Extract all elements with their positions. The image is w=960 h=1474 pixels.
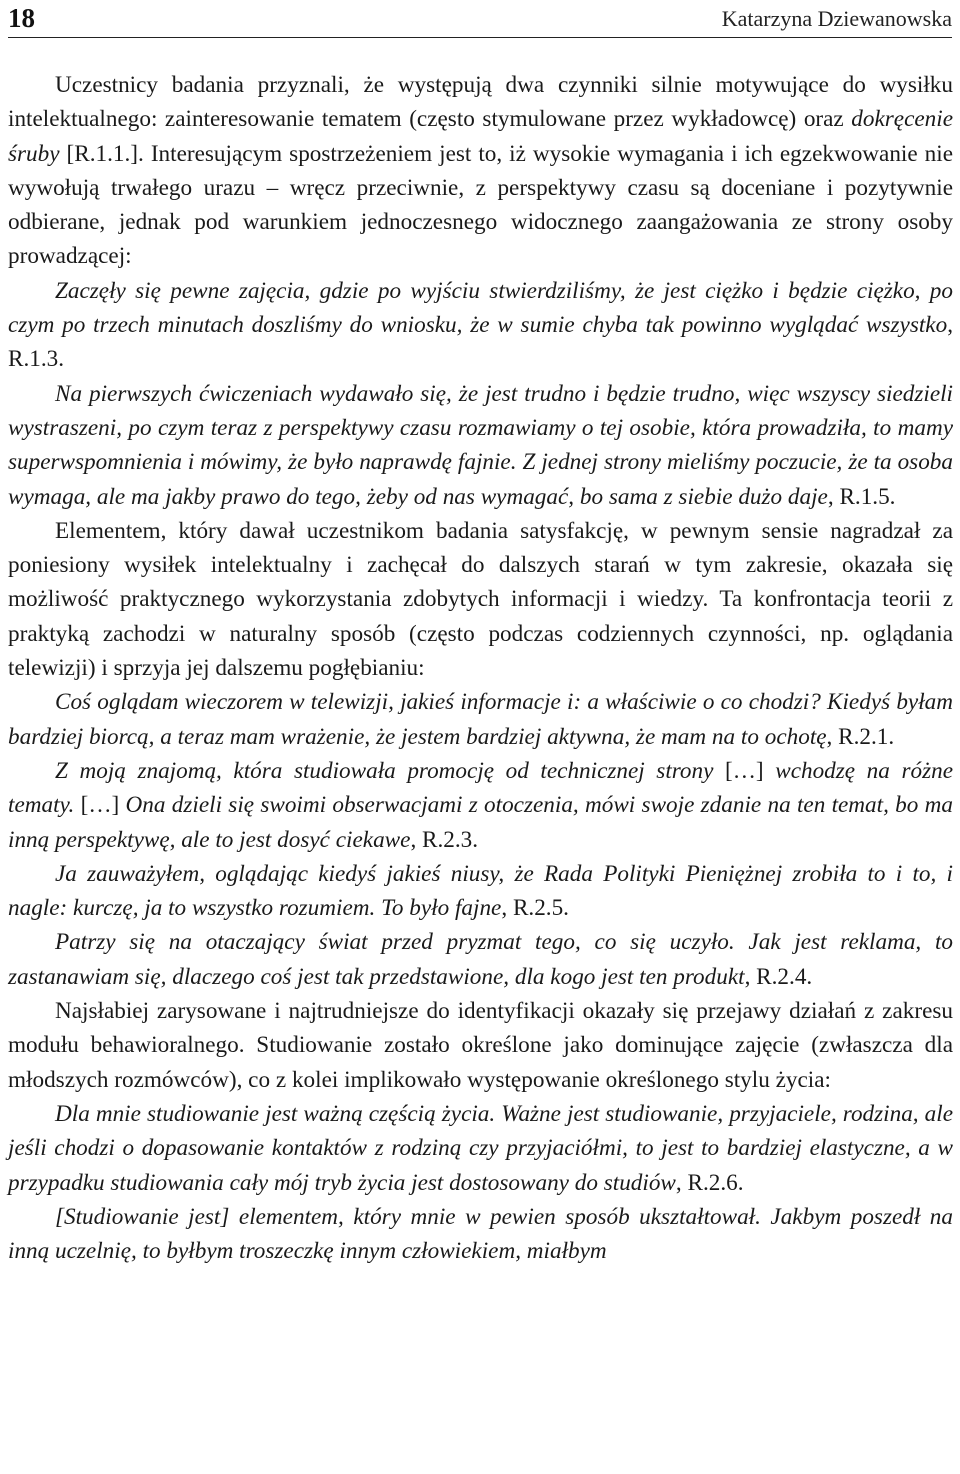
italic-phrase: dokręcenie śruby: [8, 106, 953, 167]
page-number: 18: [8, 3, 35, 33]
header-rule: [8, 37, 952, 38]
quote-text: Coś oglądam wieczorem w telewizji, jakieś informacje i: a właściwie o co chodzi? Kiedyś byłam bardziej biorcą, a teraz mam wrażenie, że jestem bardziej aktywna, że mam na to ochotę: [8, 689, 953, 750]
paragraph-motivation: [8, 68, 953, 274]
quote-r-1-3: [8, 274, 953, 377]
quote-text: Ona dzieli się swoimi obserwacjami z otoczenia, mówi swoje zdanie na ten temat, bo ma inną perspektywę, ale to jest dosyć ciekawe: [8, 792, 953, 853]
quote-r-2-4: [8, 925, 953, 994]
respondent-ref: , R.2.5.: [501, 895, 569, 922]
respondent-ref: , R.2.3.: [410, 826, 479, 853]
respondent-ref: , R.2.6.: [675, 1169, 744, 1196]
respondent-ref: , R.2.1.: [826, 723, 895, 750]
quote-text: Na pierwszych ćwiczeniach wydawało się, że jest trudno i będzie trudno, więc wszyscy siedzieli wystraszeni, po czym teraz z perspektywy czasu rozmawiamy o tej osobie, która prowadziła, to mamy superwspomnienia i mówimy, że było naprawdę fajnie. Z jednej strony mieliśmy poczucie, że ta osoba wymaga, ale ma jakby prawo do tego, żeby od nas wymagać, bo sama z siebie dużo daje: [8, 380, 953, 510]
quote-text: Patrzy się na otaczający świat przed pryzmat tego, co się uczyło. Jak jest reklama, to zastanawiam się, dlaczego coś jest tak przedstawione, dla kogo jest ten produkt: [8, 929, 953, 990]
respondent-ref: , R.2.4.: [744, 963, 813, 990]
paragraph-text: Uczestnicy badania przyznali, że występują dwa czynniki silnie motywujące do wysiłku intelektualnego: zainteresowanie tematem (często stymulowane przez wykładowcę) oraz: [8, 72, 953, 133]
quote-r-2-6: [8, 1097, 953, 1200]
quote-r-1-5: [8, 377, 953, 514]
quote-text: wchodzę na różne tematy.: [8, 757, 953, 819]
quote-r-2-1: [8, 685, 953, 754]
paragraph-text: Elementem, który dawał uczestnikom badania satysfakcję, w pewnym sensie nagradzał za poniesiony wysiłek intelektualny i zachęcał do dalszych starań w tym zakresie, okazała się możliwość praktycznego wykorzystania zdobytych informacji i wiedzy. Ta konfrontacja teorii z praktyką zachodzi w naturalny sposób (często podczas codziennych czynności, np. oglądania telewizji) i sprzyja jej dalszemu pogłębianiu:: [8, 517, 953, 682]
quote-r-2-5: [8, 857, 953, 926]
paragraph-text: [R.1.1.]. Interesującym spostrzeżeniem jest to, iż wysokie wymagania i ich egzekwowanie nie wywołują trwałego urazu – wręcz przeciwnie, z perspektywy czasu są doceniane i pozytywnie odbierane, jednak pod warunkiem jednoczesnego widocznego zaangażowania ze strony osoby prowadzącej:: [8, 140, 953, 270]
respondent-ref: , R.1.5.: [827, 483, 896, 510]
quote-continued: [8, 1200, 953, 1269]
quote-text: Zaczęły się pewne zajęcia, gdzie po wyjściu stwierdziliśmy, że jest ciężko i będzie ciężko, po czym po trzech minutach doszliśmy do wniosku, że w sumie chyba tak powinno wyglądać wszystko: [8, 277, 953, 339]
quote-text: [Studiowanie jest] elementem, który mnie w pewien sposób ukształtował. Jakbym poszedł na inną uczelnię, to byłbym troszeczkę innym człowiekiem, miałbym: [8, 1203, 953, 1265]
paragraph-practice: [8, 514, 953, 685]
quote-text: Z moją znajomą, która studiowała promocję od technicznej strony: [55, 757, 714, 784]
running-head-author: Katarzyna Dziewanowska: [721, 6, 952, 31]
ellipsis: […]: [713, 757, 776, 784]
page-header: [8, 0, 952, 36]
body-text: [8, 68, 953, 1268]
quote-text: Dla mnie studiowanie jest ważną częścią życia. Ważne jest studiowanie, przyjaciele, rodzina, ale jeśli chodzi o dopasowanie kontaktów z rodziną czy przyjaciółmi, to jest to bardziej elastyczne, a w przypadku studiowania cały mój tryb życia jest dostosowany do studiów: [8, 1100, 953, 1196]
paragraph-text: Najsłabiej zarysowane i najtrudniejsze do identyfikacji okazały się przejawy działań z zakresu modułu behawioralnego. Studiowanie zostało określone jako dominujące zajęcie (zwłaszcza dla młodszych rozmówców), co z kolei implikowało występowanie określonego stylu życia:: [8, 998, 953, 1093]
quote-r-2-3: [8, 754, 953, 857]
respondent-ref: , R.1.3.: [8, 312, 953, 373]
paragraph-behavioral: [8, 994, 953, 1097]
quote-text: Ja zauważyłem, oglądając kiedyś jakieś niusy, że Rada Polityki Pieniężnej zrobiła to i to, i nagle: kurczę, ja to wszystko rozumiem. To było fajne: [8, 860, 953, 922]
ellipsis: […]: [74, 792, 126, 819]
